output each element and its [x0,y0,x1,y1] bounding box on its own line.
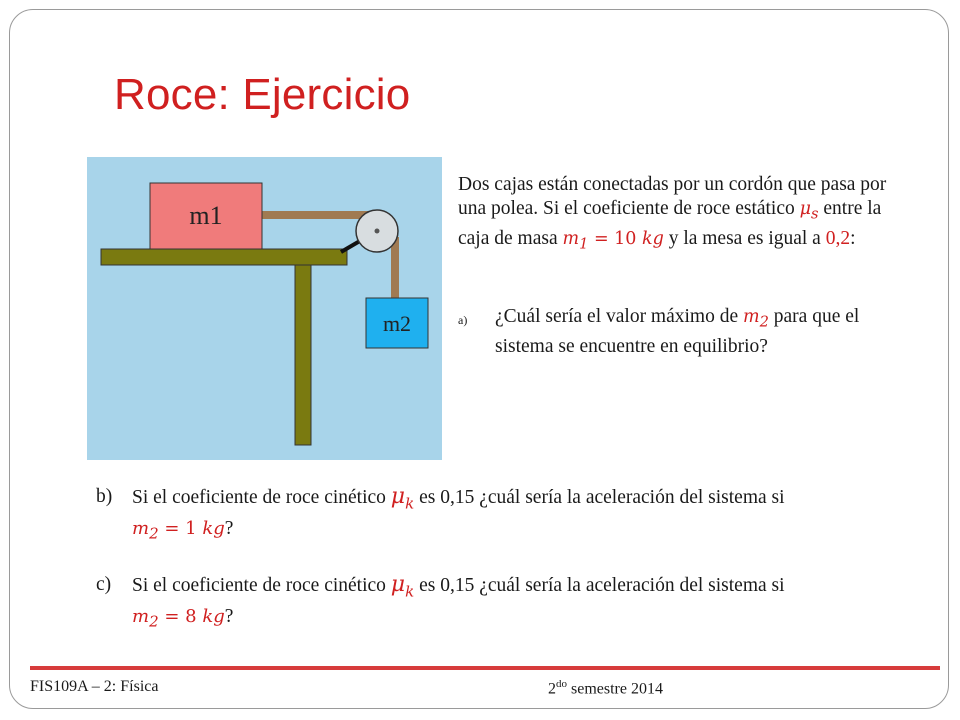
mu-k-symbol: $\mu_k$ [390,572,415,601]
m2-expression-b: $m_2 = 1$ kg [132,518,225,543]
question-b-marker: b) [96,486,113,507]
pulley-axle [375,229,380,234]
mu-s-symbol: $\mu_s$ [799,199,819,223]
question-a: a) ¿Cuál sería el valor máximo de $m_2$ para que el sistema se encuentre en equilibrio? [458,306,860,357]
table-leg [295,265,311,445]
problem-statement: Dos cajas están conectadas por un cordón que pasa por una polea. Si el coeficiente de roce estático $\mu_s$ entre la caja de masa $m_1 = 10$ kg y la mesa es igual a 0,2: [458,174,887,252]
mu-k-symbol: $\mu_k$ [390,484,415,513]
pulley-diagram [87,157,442,460]
cord-horizontal [261,211,376,219]
footer-course: FIS109A – 2: Física [30,678,159,695]
static-friction-value: 0,2 [825,227,851,249]
question-c: c) Si el coeficiente de roce cinético $\mu_k$ es 0,15 ¿cuál sería la aceleración del sistema si $m_2 = 8$ kg? [96,572,785,631]
m2-symbol: $m_2$ [743,307,769,331]
question-c-marker: c) [96,574,112,595]
box-m1-label: m1 [189,201,223,230]
box-m2-label: m2 [382,311,412,336]
m2-expression-c: $m_2 = 8$ kg [132,606,225,631]
table-top [101,249,347,265]
m1-expression: $m_1 = 10$ kg [562,228,664,252]
footer-divider [30,666,940,670]
slide-title: Roce: Ejercicio [114,70,411,119]
question-a-marker: a) [458,313,468,327]
question-b: b) Si el coeficiente de roce cinético $\mu_k$ es 0,15 ¿cuál sería la aceleración del sistema si $m_2 = 1$ kg? [96,484,785,543]
footer-semester: $2^{do}$ semestre 2014 [548,678,663,698]
